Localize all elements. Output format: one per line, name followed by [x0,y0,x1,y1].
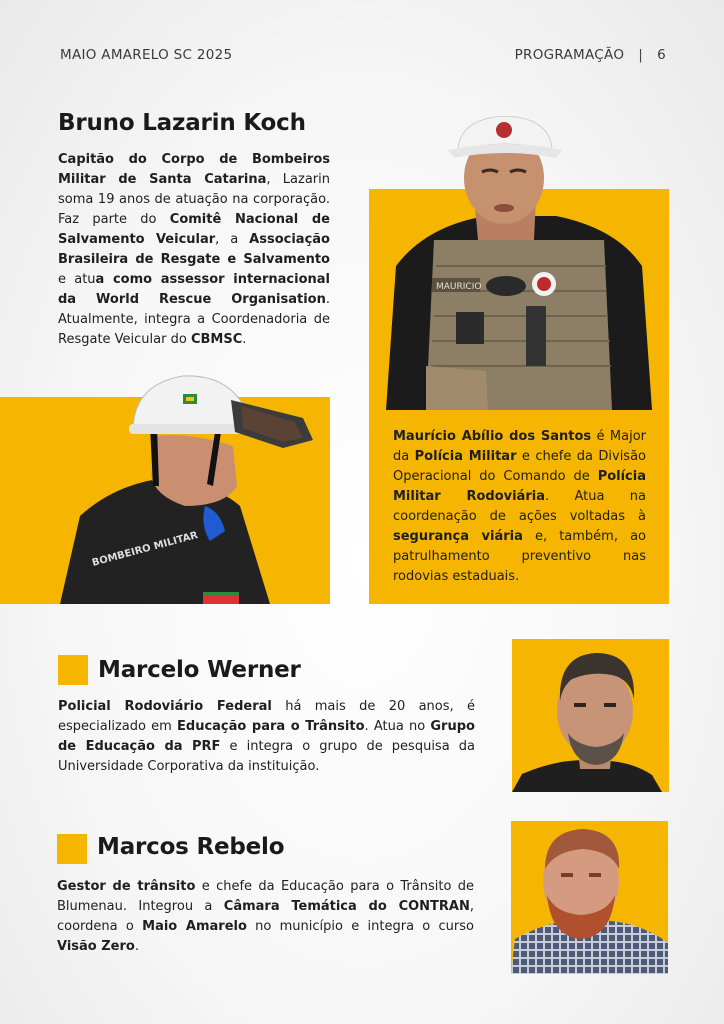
bio-text-run: , Lazarin soma 19 anos de atuação na corporação. Faz parte do [58,172,330,227]
svg-text:BOMBEIRO MILITAR: BOMBEIRO MILITAR [90,530,200,569]
bio-bold-run: Associação Brasileira de Resgate e Salvamento [58,232,330,267]
vest-name-tag: MAURICIO [436,282,482,292]
marcelo-name: Marcelo Werner [98,657,301,683]
bio-bold-run: Maio Amarelo [142,919,247,934]
bio-text-run: e integra o grupo de pesquisa da Universidade Corporativa da instituição. [58,739,475,774]
marcelo-bio [58,697,475,777]
bio-bold-run: Grupo de Educação da PRF [58,719,475,754]
bio-bold-run: Comitê Nacional de Salvamento Veicular [58,212,330,247]
bio-text-run: . Atua na coordenação de ações voltadas à [393,489,647,524]
marcos-bio [57,877,474,957]
bio-text-run: , a [215,232,250,247]
marcos-photo [511,821,668,974]
bio-bold-run: Polícia Militar [414,449,517,464]
marcelo-photo [512,639,669,792]
bio-bold-run: Polícia Militar Rodoviária [393,469,646,504]
bio-bold-run: a como assessor internacional da World Rescue Organisation [58,272,330,307]
bio-text-run: . Atualmente, integra a Coordenadoria de Resgate Veicular do [58,292,330,347]
bio-bold-run: Gestor de trânsito [57,879,196,894]
document-header-title: MAIO AMARELO SC 2025 [60,47,233,63]
bio-text-run: e atu [58,272,96,287]
bruno-name: Bruno Lazarin Koch [58,110,306,136]
bio-text-run: e chefe da Divisão Operacional do Comando de [393,449,647,484]
marcos-name: Marcos Rebelo [97,834,285,860]
bio-text-run: no município e integra o curso [246,919,474,934]
bio-text-run: e chefe da Educação para o Trânsito de Blumenau. Integrou a [57,879,474,914]
bio-text-run: . [134,939,139,954]
bio-bold-run: Câmara Temática do CONTRAN [223,899,470,914]
bruno-bio [58,150,330,350]
marcos-bullet-square [57,834,87,864]
bio-bold-run: Policial Rodoviário Federal [58,699,272,714]
marcelo-bullet-square [58,655,88,685]
mauricio-bio [393,427,646,587]
header-right [515,47,666,63]
section-label: PROGRAMAÇÃO [514,47,625,63]
bio-text-run: . Atua no [364,719,431,734]
bio-bold-run: Capitão do Corpo de Bombeiros Militar de Santa Catarina [58,152,330,187]
bio-text-run: , coordena o [57,899,474,934]
bio-text-run: e, também, ao patrulhamento preventivo nas rodovias estaduais. [393,529,646,584]
bio-bold-run: Educação para o Trânsito [177,719,365,734]
bio-text-run: há mais de 20 anos, é especializado em [58,699,475,734]
page-number: 6 [657,47,666,63]
mauricio-photo [386,116,652,410]
bio-bold-run: Maurício Abílio dos Santos [393,429,592,444]
bio-bold-run: CBMSC [190,332,243,347]
bio-text-run: é Major da [393,429,646,464]
bio-bold-run: segurança viária [393,529,523,544]
bio-bold-run: Visão Zero [57,939,135,954]
header-separator: | [638,47,644,63]
bruno-photo [55,366,317,604]
bio-text-run: . [242,332,247,347]
